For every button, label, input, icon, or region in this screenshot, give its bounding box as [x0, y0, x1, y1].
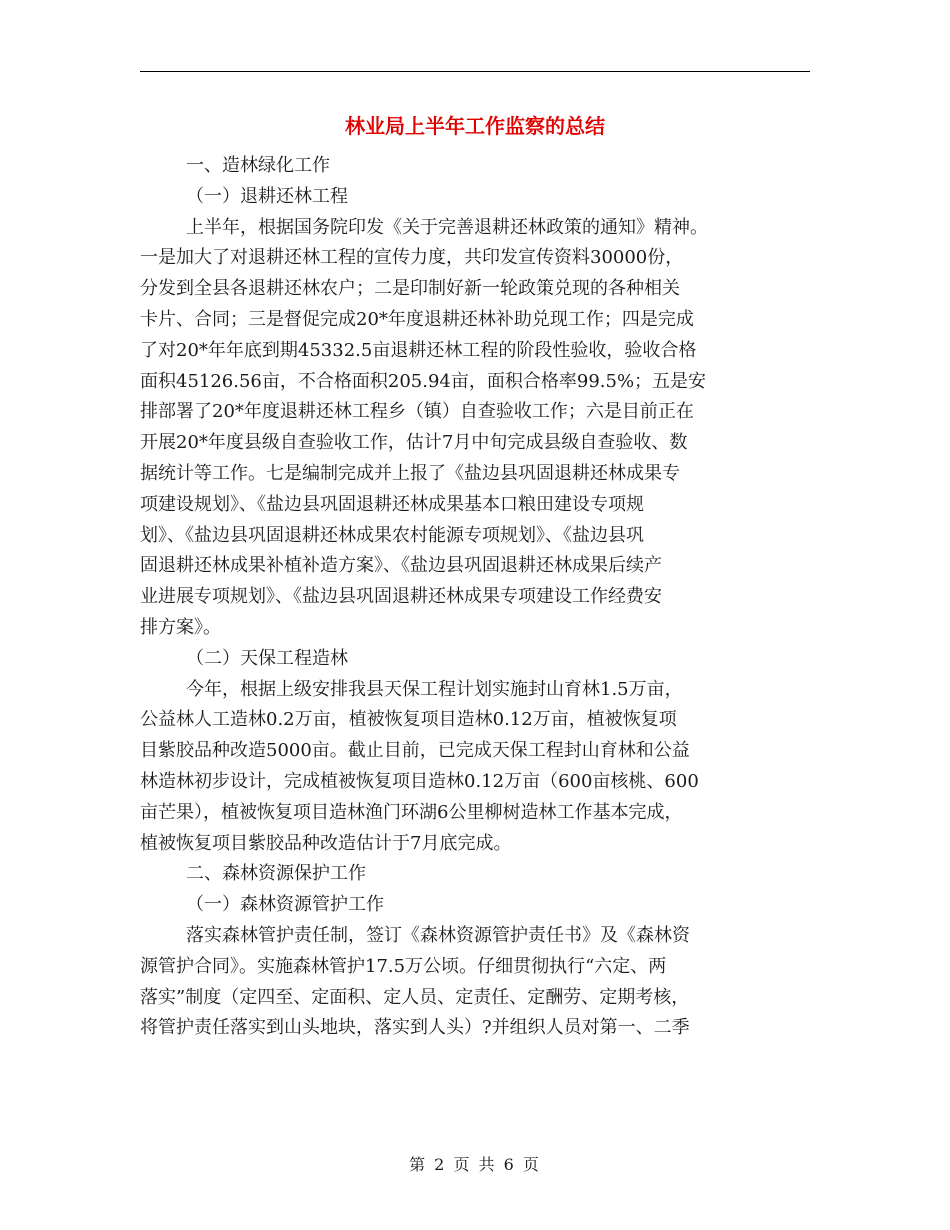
paragraph-line: 卡片、合同；三是督促完成20*年度退耕还林补助兑现工作；四是完成 — [140, 308, 694, 330]
paragraph-line: 今年，根据上级安排我县天保工程计划实施封山育林1.5万亩， — [186, 678, 683, 700]
paragraph-line: 落实森林管护责任制，签订《森林资源管护责任书》及《森林资 — [186, 924, 690, 946]
paragraph-line: 落实”制度（定四至、定面积、定人员、定责任、定酬劳、定期考核， — [140, 986, 690, 1008]
header-rule — [140, 71, 810, 72]
paragraph-line: 将管护责任落实到山头地块，落实到人头）?并组织人员对第一、二季 — [140, 1017, 690, 1039]
section-2-heading: 二、森林资源保护工作 — [186, 863, 366, 885]
section-2-sub-1-paragraph — [140, 921, 810, 1044]
section-1-sub-2-heading: （二）天保工程造林 — [186, 647, 348, 669]
section-1-heading: 一、造林绿化工作 — [186, 155, 330, 176]
paragraph-line: 据统计等工作。七是编制完成并上报了《盐边县巩固退耕还林成果专 — [140, 462, 680, 484]
paragraph-line: 划》、《盐边县巩固退耕还林成果农村能源专项规划》、《盐边县巩 — [140, 524, 644, 546]
paragraph-line: 分发到全县各退耕还林农户；二是印制好新一轮政策兑现的各种相关 — [140, 278, 680, 300]
section-1-sub-2-paragraph — [140, 675, 810, 860]
section-2-sub-1-heading: （一）森林资源管护工作 — [186, 894, 384, 916]
paragraph-line: 了对20*年年底到期45332.5亩退耕还林工程的阶段性验收，验收合格 — [140, 339, 697, 361]
paragraph-line: 林造林初步设计，完成植被恢复项目造林0.12万亩（600亩核桃、600 — [140, 770, 699, 792]
paragraph-line: 植被恢复项目紫胶品种改造估计于7月底完成。 — [140, 832, 512, 854]
paragraph-line: 上半年，根据国务院印发《关于完善退耕还林政策的通知》精神。 — [186, 216, 708, 238]
paragraph-line: 排部署了20*年度退耕还林工程乡（镇）自查验收工作；六是目前正在 — [140, 401, 694, 423]
paragraph-line: 一是加大了对退耕还林工程的宣传力度，共印发宣传资料30000份， — [140, 247, 684, 269]
paragraph-line: 面积45126.56亩，不合格面积205.94亩，面积合格率99.5%；五是安 — [140, 370, 707, 392]
section-1-sub-1-paragraph — [140, 213, 810, 644]
paragraph-line: 业进展专项规划》、《盐边县巩固退耕还林成果专项建设工作经费安 — [140, 586, 662, 608]
paragraph-line: 开展20*年度县级自查验收工作，估计7月中旬完成县级自查验收、数 — [140, 432, 688, 454]
paragraph-line: 源管护合同》。实施森林管护17.5万公顷。仔细贯彻执行“六定、两 — [140, 955, 667, 977]
paragraph-line: 项建设规划》、《盐边县巩固退耕还林成果基本口粮田建设专项规 — [140, 493, 644, 515]
page-footer: 第 2 页 共 6 页 — [409, 1155, 541, 1174]
document-body — [140, 151, 810, 1044]
paragraph-line: 固退耕还林成果补植补造方案》、《盐边县巩固退耕还林成果后续产 — [140, 555, 662, 577]
paragraph-line: 公益林人工造林0.2万亩，植被恢复项目造林0.12万亩，植被恢复项 — [140, 709, 677, 731]
paragraph-line: 排方案》。 — [140, 616, 221, 638]
document-title: 林业局上半年工作监察的总结 — [345, 114, 605, 138]
section-1-sub-1-heading: （一）退耕还林工程 — [186, 185, 348, 207]
paragraph-line: 亩芒果），植被恢复项目造林渔门环湖6公里柳树造林工作基本完成， — [140, 801, 683, 823]
paragraph-line: 目紫胶品种改造5000亩。截止目前，已完成天保工程封山育林和公益 — [140, 740, 690, 762]
